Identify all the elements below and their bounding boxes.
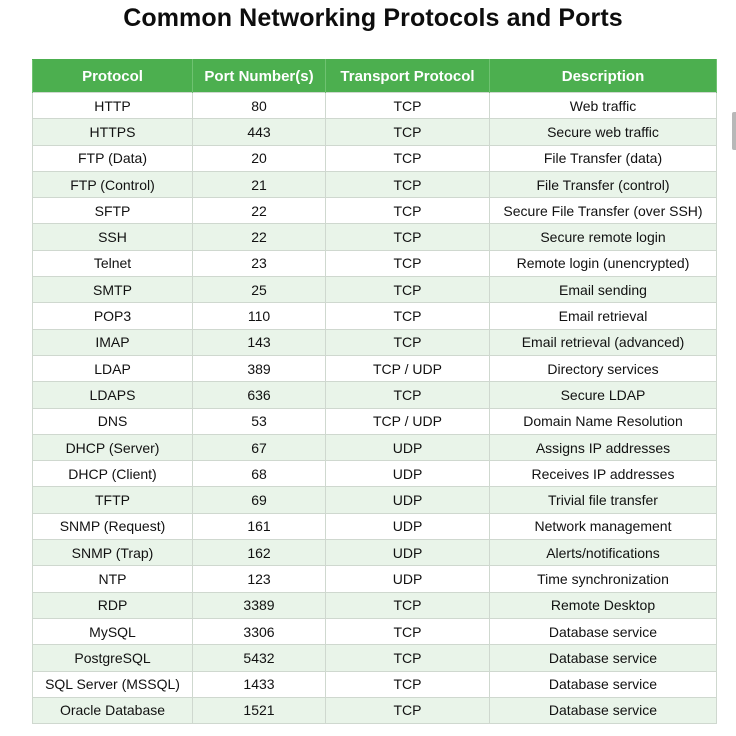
protocol-cell: PostgreSQL: [33, 645, 193, 671]
header-protocol: Protocol: [33, 60, 193, 93]
transport-cell: TCP: [326, 250, 490, 276]
description-cell: Email retrieval: [490, 303, 717, 329]
protocol-cell: SMTP: [33, 277, 193, 303]
transport-cell: TCP: [326, 329, 490, 355]
description-cell: Time synchronization: [490, 566, 717, 592]
table-body: [33, 93, 717, 724]
table-row: [33, 434, 717, 460]
port-cell: 22: [193, 224, 326, 250]
port-cell: 162: [193, 540, 326, 566]
description-cell: Secure remote login: [490, 224, 717, 250]
protocol-cell: TFTP: [33, 487, 193, 513]
transport-cell: TCP: [326, 697, 490, 723]
transport-cell: TCP: [326, 171, 490, 197]
transport-cell: UDP: [326, 487, 490, 513]
protocol-cell: LDAPS: [33, 382, 193, 408]
protocol-cell: DHCP (Server): [33, 434, 193, 460]
page-title: Common Networking Protocols and Ports: [123, 4, 623, 32]
transport-cell: TCP: [326, 198, 490, 224]
port-cell: 443: [193, 119, 326, 145]
protocol-cell: SSH: [33, 224, 193, 250]
transport-cell: TCP: [326, 277, 490, 303]
transport-cell: TCP: [326, 592, 490, 618]
table-row: [33, 355, 717, 381]
table-row: [33, 303, 717, 329]
port-cell: 68: [193, 461, 326, 487]
protocol-cell: HTTP: [33, 93, 193, 119]
table-row: [33, 461, 717, 487]
description-cell: Secure LDAP: [490, 382, 717, 408]
table-row: [33, 645, 717, 671]
table-row: [33, 119, 717, 145]
port-cell: 161: [193, 513, 326, 539]
port-cell: 22: [193, 198, 326, 224]
port-cell: 25: [193, 277, 326, 303]
description-cell: Secure File Transfer (over SSH): [490, 198, 717, 224]
description-cell: Directory services: [490, 355, 717, 381]
description-cell: Web traffic: [490, 93, 717, 119]
port-cell: 67: [193, 434, 326, 460]
table-row: [33, 540, 717, 566]
table-row: [33, 697, 717, 723]
description-cell: Email retrieval (advanced): [490, 329, 717, 355]
description-cell: Database service: [490, 645, 717, 671]
protocol-cell: MySQL: [33, 618, 193, 644]
protocol-cell: HTTPS: [33, 119, 193, 145]
description-cell: Receives IP addresses: [490, 461, 717, 487]
header-transport-protocol: Transport Protocol: [326, 60, 490, 93]
table-row: [33, 487, 717, 513]
protocol-cell: Telnet: [33, 250, 193, 276]
port-cell: 143: [193, 329, 326, 355]
port-cell: 3389: [193, 592, 326, 618]
protocol-cell: FTP (Data): [33, 145, 193, 171]
description-cell: Domain Name Resolution: [490, 408, 717, 434]
port-cell: 1521: [193, 697, 326, 723]
description-cell: Database service: [490, 618, 717, 644]
table-row: [33, 382, 717, 408]
table-row: [33, 671, 717, 697]
protocol-cell: SNMP (Trap): [33, 540, 193, 566]
table-row: [33, 408, 717, 434]
transport-cell: TCP: [326, 618, 490, 644]
protocol-cell: FTP (Control): [33, 171, 193, 197]
transport-cell: TCP: [326, 145, 490, 171]
protocol-cell: LDAP: [33, 355, 193, 381]
description-cell: Assigns IP addresses: [490, 434, 717, 460]
protocol-cell: POP3: [33, 303, 193, 329]
protocol-cell: SFTP: [33, 198, 193, 224]
protocol-cell: IMAP: [33, 329, 193, 355]
port-cell: 3306: [193, 618, 326, 644]
port-cell: 69: [193, 487, 326, 513]
transport-cell: UDP: [326, 513, 490, 539]
protocols-table: [32, 59, 717, 724]
port-cell: 123: [193, 566, 326, 592]
protocol-cell: Oracle Database: [33, 697, 193, 723]
table-row: [33, 277, 717, 303]
table-row: [33, 566, 717, 592]
description-cell: Remote login (unencrypted): [490, 250, 717, 276]
transport-cell: UDP: [326, 566, 490, 592]
port-cell: 389: [193, 355, 326, 381]
table-row: [33, 618, 717, 644]
description-cell: Database service: [490, 671, 717, 697]
header-port-numbers: Port Number(s): [193, 60, 326, 93]
port-cell: 5432: [193, 645, 326, 671]
table-row: [33, 592, 717, 618]
protocol-cell: RDP: [33, 592, 193, 618]
description-cell: Secure web traffic: [490, 119, 717, 145]
transport-cell: TCP: [326, 224, 490, 250]
table-row: [33, 513, 717, 539]
port-cell: 110: [193, 303, 326, 329]
port-cell: 53: [193, 408, 326, 434]
protocol-cell: DNS: [33, 408, 193, 434]
table-row: [33, 198, 717, 224]
transport-cell: TCP: [326, 303, 490, 329]
table-row: [33, 250, 717, 276]
description-cell: File Transfer (control): [490, 171, 717, 197]
edge-marker: [732, 112, 736, 150]
description-cell: File Transfer (data): [490, 145, 717, 171]
table-row: [33, 224, 717, 250]
header-row: [33, 60, 717, 93]
description-cell: Network management: [490, 513, 717, 539]
transport-cell: TCP: [326, 93, 490, 119]
transport-cell: UDP: [326, 434, 490, 460]
transport-cell: TCP: [326, 645, 490, 671]
port-cell: 1433: [193, 671, 326, 697]
transport-cell: TCP: [326, 382, 490, 408]
protocol-cell: SNMP (Request): [33, 513, 193, 539]
header-description: Description: [490, 60, 717, 93]
description-cell: Remote Desktop: [490, 592, 717, 618]
transport-cell: UDP: [326, 461, 490, 487]
table-row: [33, 93, 717, 119]
table-row: [33, 145, 717, 171]
transport-cell: UDP: [326, 540, 490, 566]
port-cell: 21: [193, 171, 326, 197]
transport-cell: TCP: [326, 119, 490, 145]
port-cell: 80: [193, 93, 326, 119]
table-row: [33, 171, 717, 197]
description-cell: Email sending: [490, 277, 717, 303]
protocol-cell: DHCP (Client): [33, 461, 193, 487]
protocol-cell: NTP: [33, 566, 193, 592]
description-cell: Alerts/notifications: [490, 540, 717, 566]
transport-cell: TCP / UDP: [326, 355, 490, 381]
transport-cell: TCP: [326, 671, 490, 697]
port-cell: 636: [193, 382, 326, 408]
description-cell: Database service: [490, 697, 717, 723]
transport-cell: TCP / UDP: [326, 408, 490, 434]
table-header: [33, 60, 717, 93]
description-cell: Trivial file transfer: [490, 487, 717, 513]
port-cell: 20: [193, 145, 326, 171]
port-cell: 23: [193, 250, 326, 276]
table-row: [33, 329, 717, 355]
protocol-cell: SQL Server (MSSQL): [33, 671, 193, 697]
